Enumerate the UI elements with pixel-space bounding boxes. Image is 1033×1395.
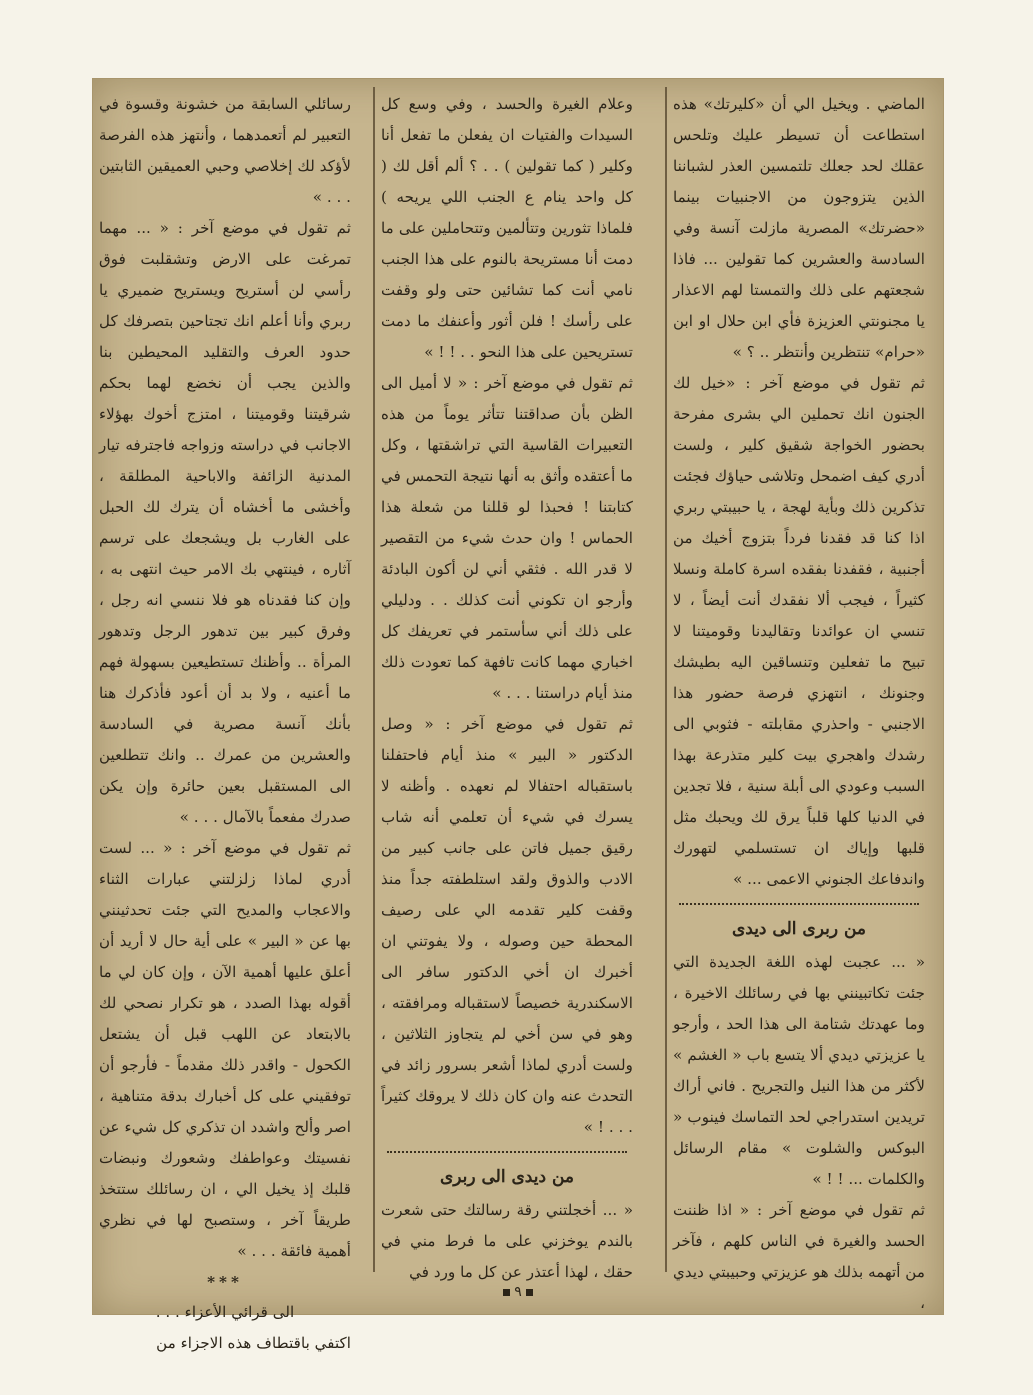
column-divider: [373, 87, 375, 1272]
newspaper-page: [92, 78, 944, 1352]
stars-separator: ***: [207, 1273, 243, 1291]
paragraph: « ... عجبت لهذه اللغة الجديدة التي جئت تكاتبينني بها في رسائلك الاخيرة ، وما عهدتك شتامة الى هذا الحد ، وأرجو يا عزيزتي ديدي ألا يتسع باب « الغشم » لأكثر من هذا النيل والتجريح . فاني أراك تريدين استدراجي لحد التماسك فينوب « البوكس والشلوت » مقام الرسائل والكلمات ... ! ! »: [673, 953, 925, 1188]
right-column: [673, 89, 925, 1319]
paragraph: ثم تقول في موضع آخر : « اذا ظننت الحسد والغيرة في الناس كلهم ، فآخر من أتهمه بذلك هو عزيزتي وحبيبتي ديدي ،: [672, 1201, 925, 1312]
square-bullet-icon: [526, 1289, 533, 1296]
dotted-separator: [679, 903, 919, 905]
section-heading: من ربرى الى ديدى: [731, 919, 867, 939]
paragraph: ثم تقول في موضع آخر : « وصل الدكتور « البير » منذ أيام فاحتفلنا باستقباله احتفالا لم نعهده . وأظنه لا يسرك في شيء أن تعلمي أنه شاب رقيق جميل فاتن على جانب كبير من الادب والذوق ولقد استلطفته جداً منذ وقفت كلير تقدمه الي على رصيف المحطة حين وصوله ، ولا يفوتني ان أخبرك ان أخي الدكتور سافر الى الاسكندرية خصيصاً لاستقباله ومرافقته ، وهو في سن أخي لم يتجاوز الثلاثين ، ولست أدري لماذا أشعر بسرور زائد في التحدث عنه وان كان ذلك لا يروقك كثيراً . . . ! »: [381, 715, 633, 1136]
paragraph: الماضي . ويخيل الي أن «كليرتك» هذه استطاعت أن تسيطر عليك وتلحس عقلك لحد جعلك تلتمسين العذر لشباننا الذين يتزوجون من الاجنبيات بينما «حضرتك» المصرية مازلت آنسة وفي السادسة والعشرين كما تقولين ... فاذا شجعتهم على ذلك والتمستا لهم الاعذار يا مجنونتي العزيزة فأي ابن حلال او ابن «حرام» تنتظرين وأنتظر .. ؟ »: [673, 95, 925, 361]
column-divider: [665, 87, 667, 1272]
paragraph: الى قرائي الأعزاء . . .: [155, 1303, 295, 1321]
left-column: [99, 89, 351, 1359]
paragraph: ثم تقول في موضع آخر : « ... مهما تمرغت على الارض وتشقلبت فوق رأسي لن أستريح ويستريح ضميري يا ربري وأنا أعلم انك تجتاحين بتصرفك كل حدود العرف والتقليد المحيطين بنا والذين يجب أن نخضع لهما بحكم شرقيتنا وقوميتنا ، امتزج أخوك بهؤلاء الاجانب في دراسته وزواجه فاجترفه تيار المدنية الزائفة والاباحية المطلقة ، وأخشى ما أخشاه أن يترك لك الحبل على الغارب بل ويشجعك على ترسم آثاره ، فينتهي بك الامر حيث انتهى به ، وإن كنا فقدناه هو فلا ننسي انه رجل ، وفرق كبير بين تدهور الرجل وتدهور المرأة .. وأظنك تستطيعين بسهولة فهم ما أعنيه ، ولا بد أن أعود فأذكرك هنا بأنك آنسة مصرية في السادسة والعشرين من عمرك .. وانك تتطلعين الى المستقبل بعين حائرة وإن يكن صدرك مفعماً بالآمال . . . »: [99, 219, 351, 826]
paragraph: رسائلي السابقة من خشونة وقسوة في التعبير لم أتعمدهما ، وأنتهز هذه الفرصة لأؤكد لك إخلاصي وحبي العميقين الثابتين . . . »: [99, 95, 351, 206]
paragraph: ثم تقول في موضع آخر : « ... لست أدري لماذا زلزلتني عبارات الثناء والاعجاب والمديح التي جئت تحدثينني بها عن « البير » على أية حال لا أريد أن أعلق عليها أهمية الآن ، وإن كان لي ما أقوله بهذا الصدد ، هو تكرار نصحي لك بالابتعاد عن اللهب قبل أن يشتعل الكحول - واقدر ذلك مقدماً - فأرجو أن توفقيني على كل أخبارك بدقة متناهية ، اصر وألح واشدد ان تذكري كل شيء عن نفسيتك وعواطفك وشعورك ونبضات قلبك إذ يخيل الي ، ان رسائلك ستتخذ طريقاً آخر ، وستصبح لها في نظري أهمية فائقة . . . »: [99, 839, 351, 1260]
paragraph: وعلام الغيرة والحسد ، وفي وسع كل السيدات والفتيات ان يفعلن ما تفعل أنا وكلير ( كما تقولين ) . . ؟ ألم أقل لك ( كل واحد ينام ع الجنب اللي يريحه ) فلماذا تثورين وتتألمين وتتحاملين على ما دمت أنا مستريحة بالنوم على هذا الجنب نامي أنت كما تشائين حتى ولو وقفت على رأسك ! فلن أثور وأعنفك ما دمت تستريحين على هذا النحو . . ! ! »: [381, 95, 633, 361]
middle-column: [381, 89, 633, 1288]
paragraph: اكتفي باقتطاف هذه الاجزاء من: [156, 1334, 351, 1352]
paragraph: ثم تقول في موضع آخر : «خيل لك الجنون انك تحملين الي بشرى مفرحة بحضور الخواجة شقيق كلير ، ولست أدري كيف اضمحل وتلاشى حياؤك فجئت تذكرين ذلك وبأية لهجة ، يا حبيبتي ربري اذا كنا قد فقدنا فرداً بتزوج أخيك من أجنبية ، فقفدنا بفقده اسرة كاملة ونسلا كثيراً ، فيجب ألا نفقدك أنت أيضاً ، لا تنسي ان عوائدنا وتقاليدنا وقوميتنا لا تبيح ما تفعلين وتنساقين اليه بطيشك وجنونك ، انتهزي فرصة حضور هذا الاجنبي - واحذري مقابلته - فثوبي الى رشدك واهجري بيت كلير متذرعة بهذا السبب وعودي الى أبلة سنية ، فلا تجدين في الدنيا كلها قلباً يرق لك ويحبك مثل قلبها وإياك ان تستسلمي لتهورك واندفاعك الجنوني الاعمى ... »: [673, 374, 925, 888]
paragraph: « ... أخجلتني رقة رسالتك حتى شعرت بالندم يوخزني على ما فرط مني في حقك ، لهذا أعتذر عن كل ما ورد في: [381, 1201, 633, 1281]
page-number: [93, 1284, 943, 1300]
dotted-separator: [387, 1151, 627, 1153]
square-bullet-icon: [503, 1289, 510, 1296]
page-number-text: ٩: [514, 1284, 522, 1300]
paragraph: ثم تقول في موضع آخر : « لا أميل الى الظن بأن صداقتنا تتأثر يوماً من هذه التعبيرات القاسية التي تراشقتها ، وكل ما أعتقده وأثق به أنها نتيجة التحمس في كتابتنا ! فحبذا لو قللنا من شعلة هذا الحماس ! وان حدث شيء من التقصير لا قدر الله . فثقي أني لن أكون البادئة وأرجو ان تكوني أنت كذلك . . ودليلي على ذلك أني سأستمر في تعريفك كل اخباري مهما كانت تافهة كما تعودت ذلك منذ أيام دراستنا . . . »: [381, 374, 633, 702]
section-heading: من ديدى الى ربرى: [439, 1167, 575, 1187]
